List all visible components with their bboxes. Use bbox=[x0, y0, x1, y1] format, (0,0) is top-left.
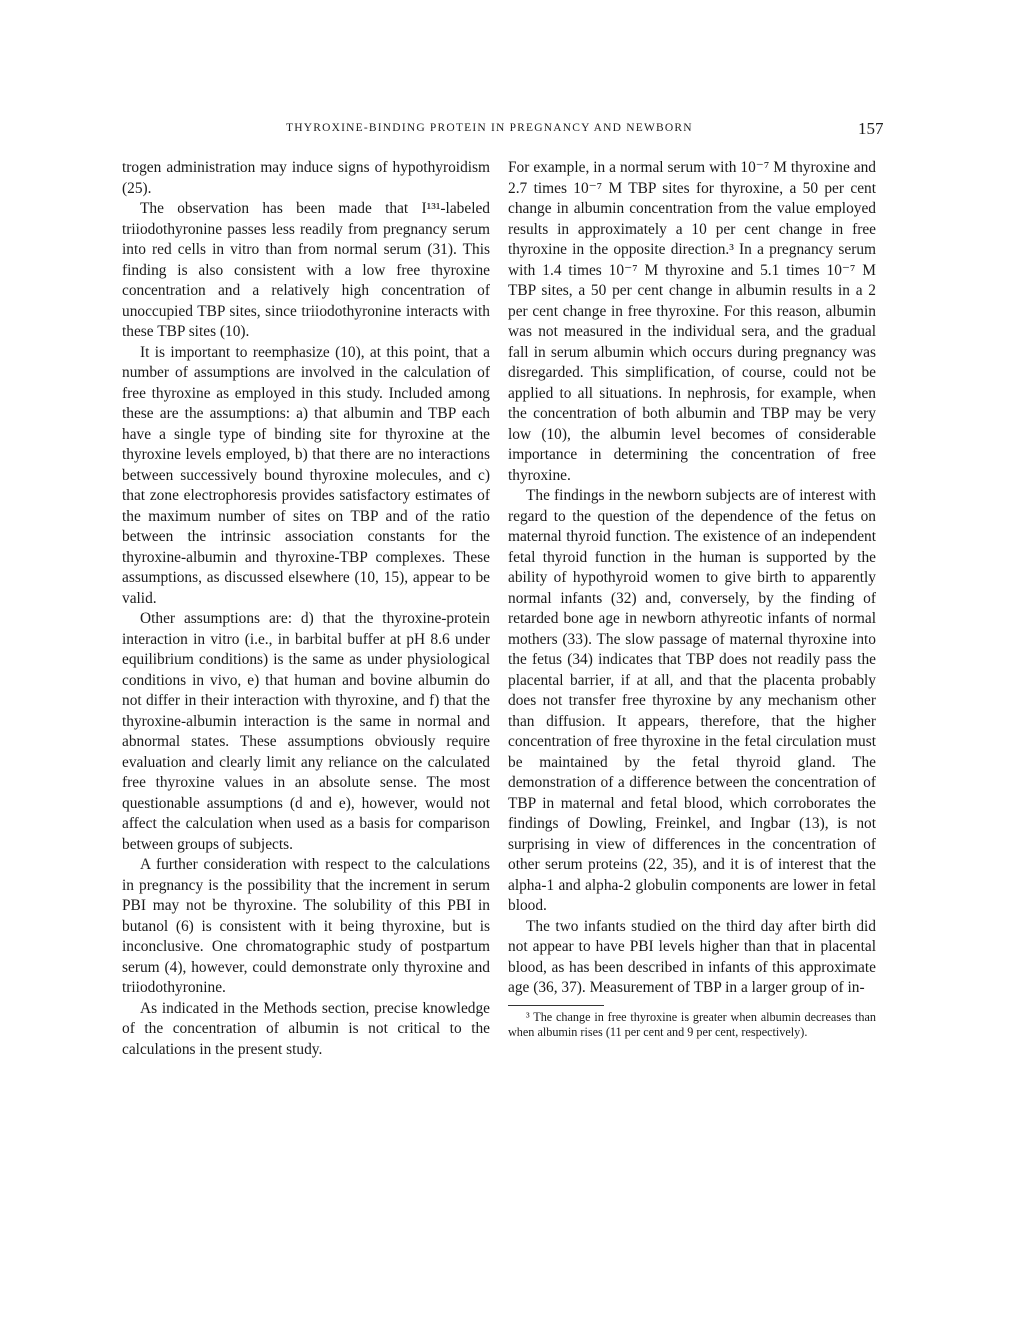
paragraph: A further consideration with respect to the calculations in pregnancy is the possibility that the increment in serum PBI may not be thyroxine. The solubility of this PBI in butanol (6) is consistent with it being thyroxine, but is inconclusive. One chromatographic study of postpartum serum (4), however, could demonstrate only thyroxine and triiodothyronine. bbox=[122, 856, 490, 996]
paragraph: trogen administration may induce signs of hypothyroidism (25). bbox=[122, 159, 490, 197]
paragraph: Other assumptions are: d) that the thyroxine-protein interaction in vitro (i.e., in barbital buffer at pH 8.6 under equilibrium conditions) is the same as under physiological conditions in vivo, e) that human and bovine albumin do not differ in their interaction with thyroxine, and f) that the thyroxine-albumin interaction is the same in normal and abnormal states. These assumptions obviously require evaluation and clearly limit any reliance on the calculated free thyroxine values in an absolute sense. The most questionable assumptions (d and e), however, would not affect the calculation when used as a basis for comparison between groups of subjects. bbox=[122, 610, 490, 853]
footnote: ³ The change in free thyroxine is greater when albumin decreases than when albumin rises (11 per cent and 9 per cent, respectively). bbox=[508, 1009, 876, 1039]
paragraph: The observation has been made that I¹³¹-labeled triiodothyronine passes less readily from pregnancy serum into red cells in vitro than from normal serum (31). This finding is also consistent with a low free thyroxine concentration and a relatively high concentration of unoccupied TBP sites, since triiodothyronine interacts with these TBP sites (10). bbox=[122, 200, 490, 340]
paragraph: It is important to reemphasize (10), at this point, that a number of assumptions are involved in the calculation of free thyroxine as employed in this study. Included among these are the assumptions: a) that albumin and TBP each have a single type of binding site for thyroxine at the thyroxine levels employed, b) that there are no interactions between successively bound thyroxine molecules, and c) that zone electrophoresis provides satisfactory estimates of the maximum number of sites on TBP and of the ratio between the intrinsic association constants for the thyroxine-albumin and thyroxine-TBP complexes. These assumptions, as discussed elsewhere (10, 15), appear to be valid. bbox=[122, 343, 490, 607]
paragraph: The findings in the newborn subjects are of interest with regard to the question of the dependence of the fetus on maternal thyroid function. The existence of an independent fetal thyroid function in the human is supported by the ability of hypothyroid women to give birth to apparently normal infants (32) and, conversely, by the finding of retarded bone age in newborn athyreotic infants of normal mothers (33). The slow passage of maternal thyroxine into the fetus (34) indicates that TBP does not readily pass the placental barrier, if at all, and that the placenta probably does not transfer free thyroxine by any mechanism other than diffusion. It appears, therefore, that the higher concentration of free thyroxine in the fetal circulation must be maintained by the fetal thyroid gland. The demonstration of a difference between the concentration of TBP in maternal and fetal blood, which corroborates the findings of Dowling, Freinkel, and Ingbar (13), is not surprising in view of differences in the concentration of other serum proteins (22, 35), and it is of interest that the alpha-1 and alpha-2 globulin components are lower in fetal blood. bbox=[508, 487, 876, 914]
paragraph: The two infants studied on the third day after birth did not appear to have PBI levels higher than that in placental blood, as has been described in infants of this approximate age (36, 37). Measurement of TBP in a larger group of in- bbox=[508, 917, 876, 996]
paragraph: For example, in a normal serum with 10⁻⁷ M thyroxine and 2.7 times 10⁻⁷ M TBP sites for thyroxine, a 50 per cent change in albumin concentration from the value employed results in approximately a 10 per cent change in free thyroxine in the opposite direction.³ In a pregnancy serum with 1.4 times 10⁻⁷ M thyroxine and 5.1 times 10⁻⁷ M TBP sites, a 50 per cent change in albumin results in a 2 per cent change in free thyroxine. For this reason, albumin was not measured in the individual sera, and the gradual fall in serum albumin which occurs during pregnancy was disregarded. This simplification, of course, could not be applied to all situations. In nephrosis, for example, when the concentration of both albumin and TBP may be very low (10), the albumin level becomes of considerable importance in determining the concentration of free thyroxine. bbox=[508, 159, 876, 484]
left-column bbox=[122, 158, 490, 1060]
running-head: THYROXINE-BINDING PROTEIN IN PREGNANCY AND NEWBORN bbox=[286, 122, 693, 134]
footnote-divider bbox=[508, 1005, 604, 1006]
paragraph: As indicated in the Methods section, precise knowledge of the concentration of albumin is not critical to the calculations in the present study. bbox=[122, 999, 490, 1058]
right-column bbox=[508, 158, 876, 1040]
page-number: 157 bbox=[858, 119, 884, 138]
